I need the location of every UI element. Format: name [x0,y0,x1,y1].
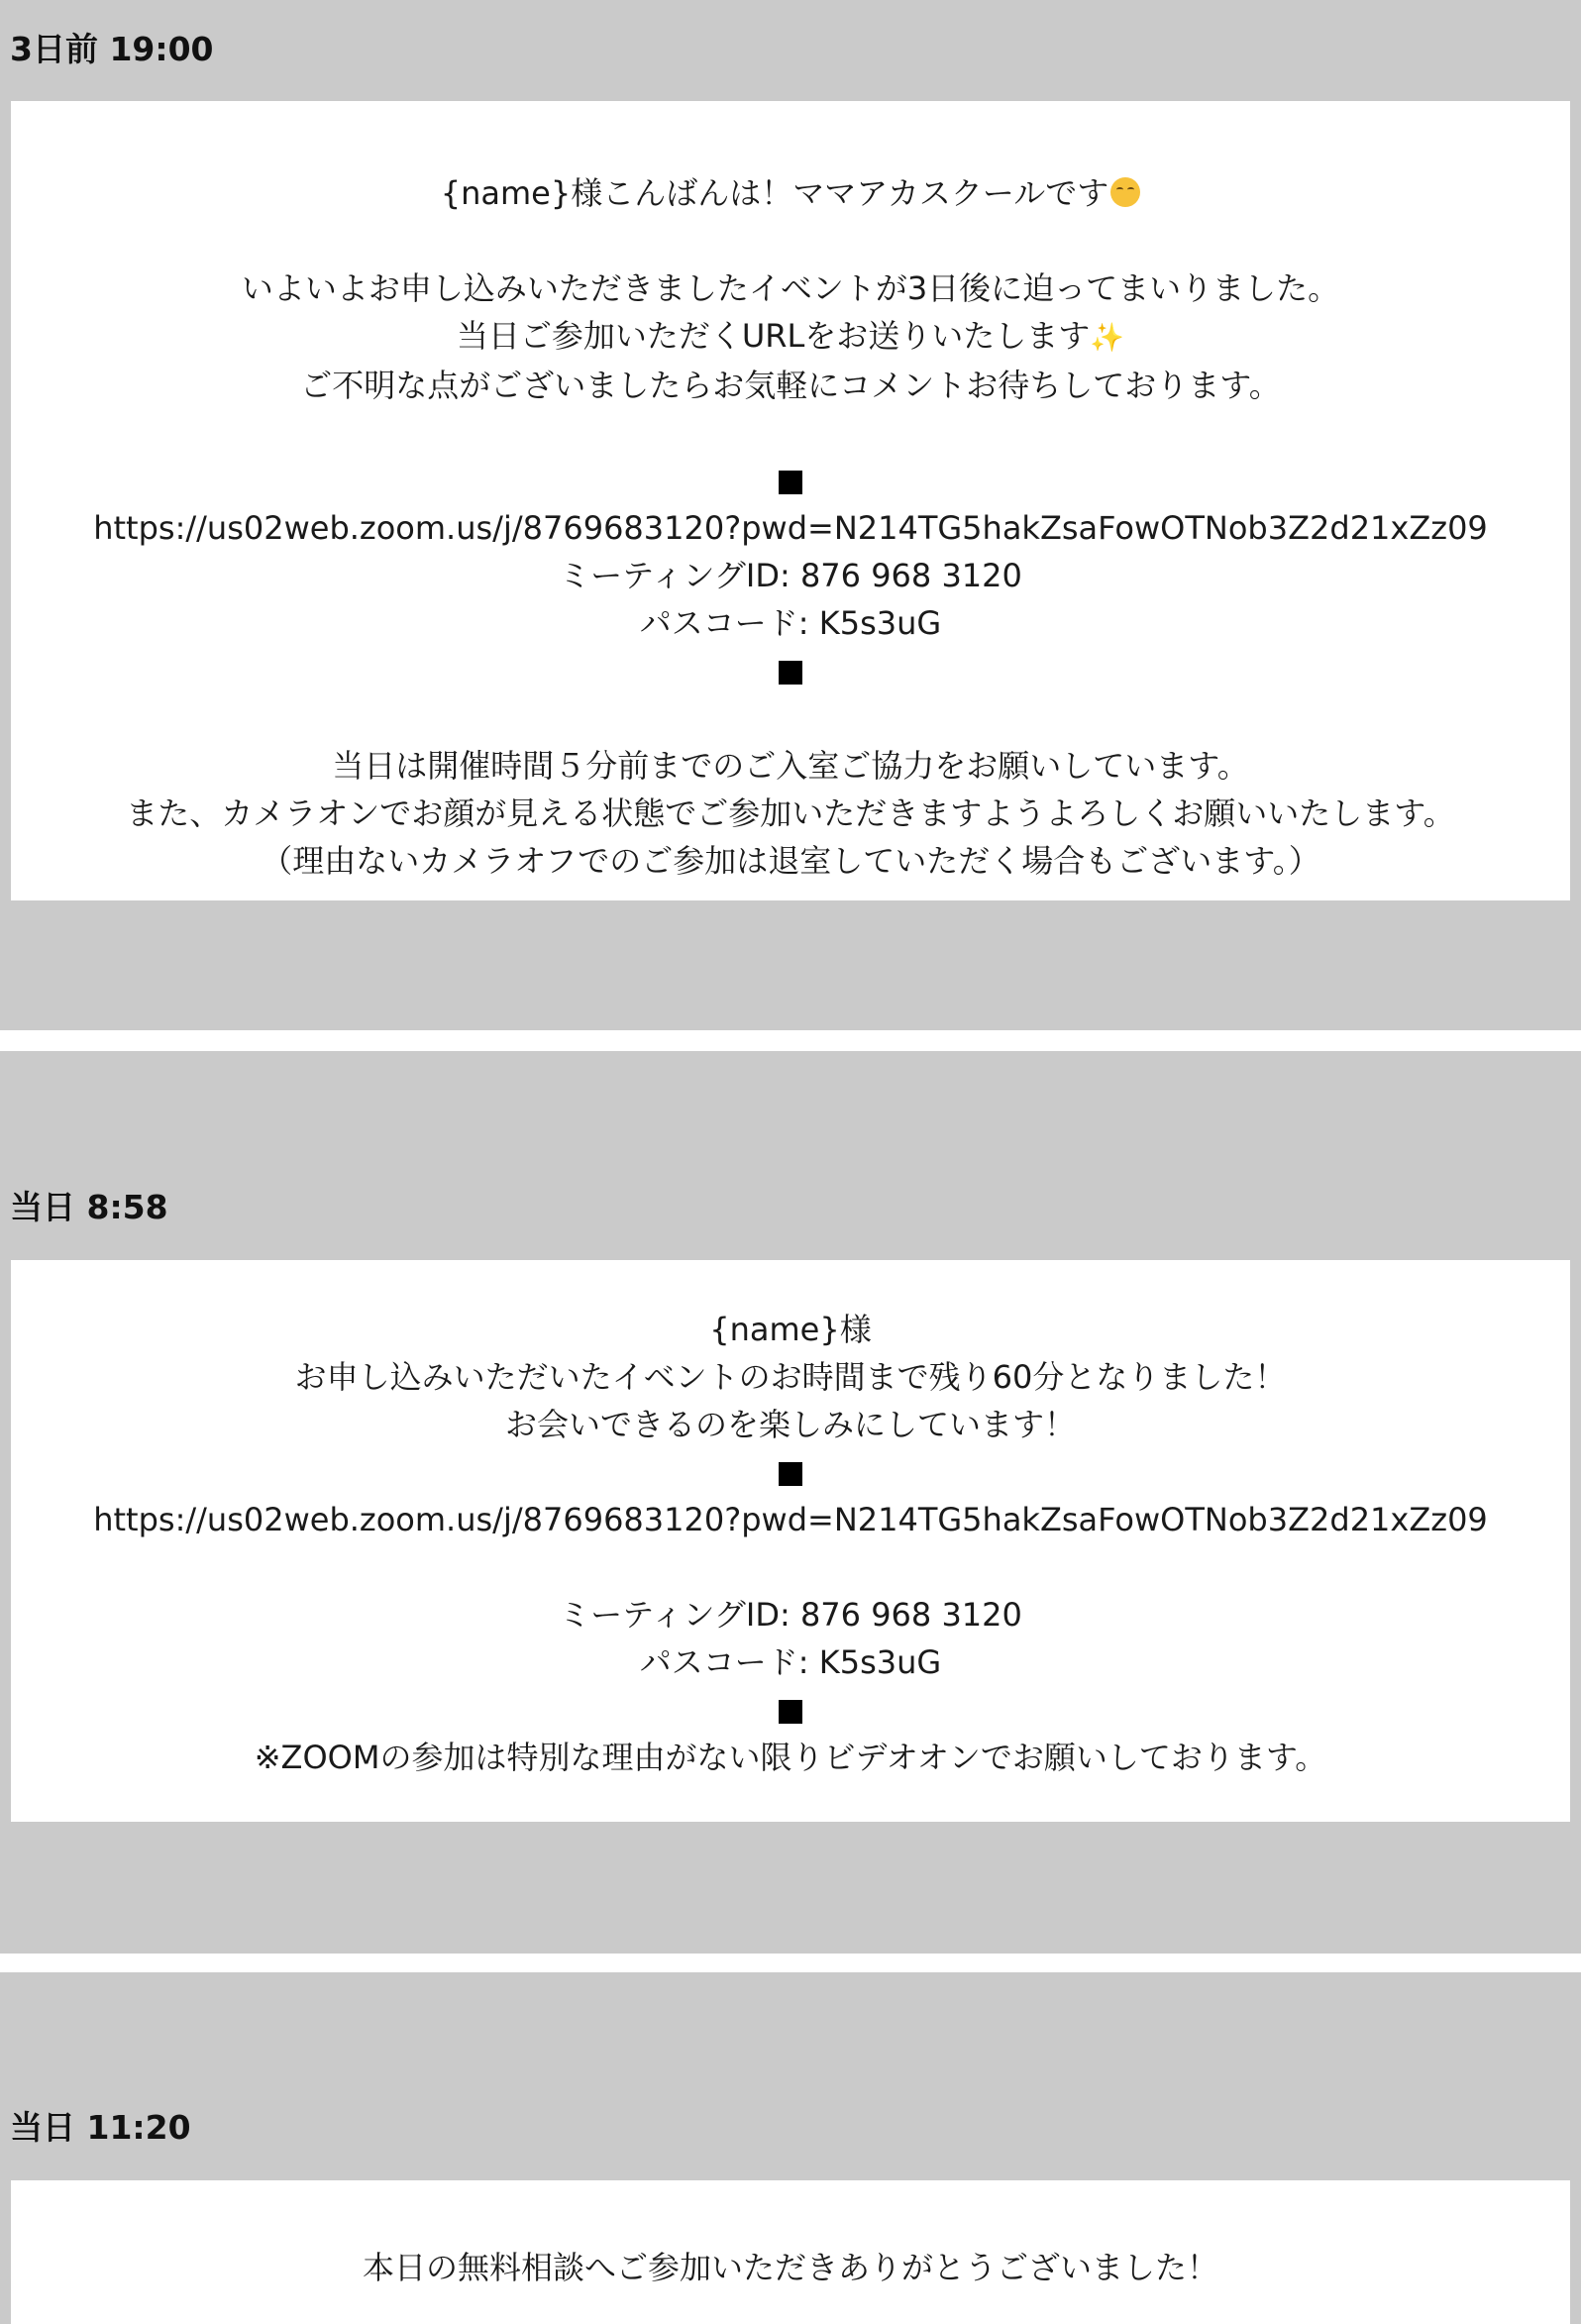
black-square-icon [779,661,802,685]
passcode-text: パスコード: K5s3uG [639,1643,942,1681]
message-panel-2 [0,1051,1581,1954]
meeting-id-text: ミーティングID: 876 968 3120 [559,557,1022,594]
black-square-icon [779,471,802,494]
separator-square [11,457,1570,504]
note-line: 当日は開催時間５分前までのご入室ご協力をお願いしています。 [332,747,1249,785]
message-line: ご不明な点がございましたらお気軽にコメントお待ちしております。 [300,367,1281,404]
zoom-url-link[interactable]: https://us02web.zoom.us/j/8769683120?pwd=N214TG5hakZsaFowOTNob3Z2d21xZz09 [93,1501,1488,1538]
message-panel-3 [0,1972,1581,2324]
passcode-text: パスコード: K5s3uG [639,604,942,642]
greeting-line: 本日の無料相談へご参加いただきありがとうございました！ [362,2249,1218,2286]
note-line: また、カメラオンでお顔が見える状態でご参加いただきますようよろしくお願いいたします。 [126,794,1455,832]
message-line: 当日ご参加いただくURLをお送りいたします✨ [456,317,1125,355]
message-line: いよいよお申し込みいただきましたイベントが3日後に迫ってまいりました。 [241,269,1340,307]
schedule-time-label: 当日 11:20 [10,2108,191,2147]
sparkles-icon: ✨ [1090,321,1125,354]
message-card [11,2180,1570,2324]
smiling-face-icon [1110,177,1140,207]
black-square-icon [779,1462,802,1486]
meeting-id-text: ミーティングID: 876 968 3120 [559,1596,1022,1634]
greeting-line: {name}様 [709,1311,872,1348]
zoom-url-link[interactable]: https://us02web.zoom.us/j/8769683120?pwd=N214TG5hakZsaFowOTNob3Z2d21xZz09 [93,509,1488,547]
message-line: お会いできるのを楽しみにしています！ [504,1406,1076,1443]
message-card [11,101,1570,900]
note-line: （理由ないカメラオフでのご参加は退室していただく場合もございます。） [261,842,1320,880]
message-line: お申し込みいただいたイベントのお時間まで残り60分となりました！ [294,1358,1287,1396]
message-panel-1 [0,0,1581,1030]
separator-square [11,1686,1570,1734]
schedule-time-label: 当日 8:58 [10,1188,168,1226]
note-line: ※ZOOMの参加は特別な理由がない限りビデオオンでお願いしております。 [254,1739,1327,1776]
schedule-time-label: 3日前 19:00 [10,30,214,68]
separator-square [11,1448,1570,1496]
message-card [11,1260,1570,1822]
greeting-line: {name}様こんばんは！ママアカスクールです [11,169,1570,217]
black-square-icon [779,1700,802,1724]
separator-square [11,647,1570,694]
